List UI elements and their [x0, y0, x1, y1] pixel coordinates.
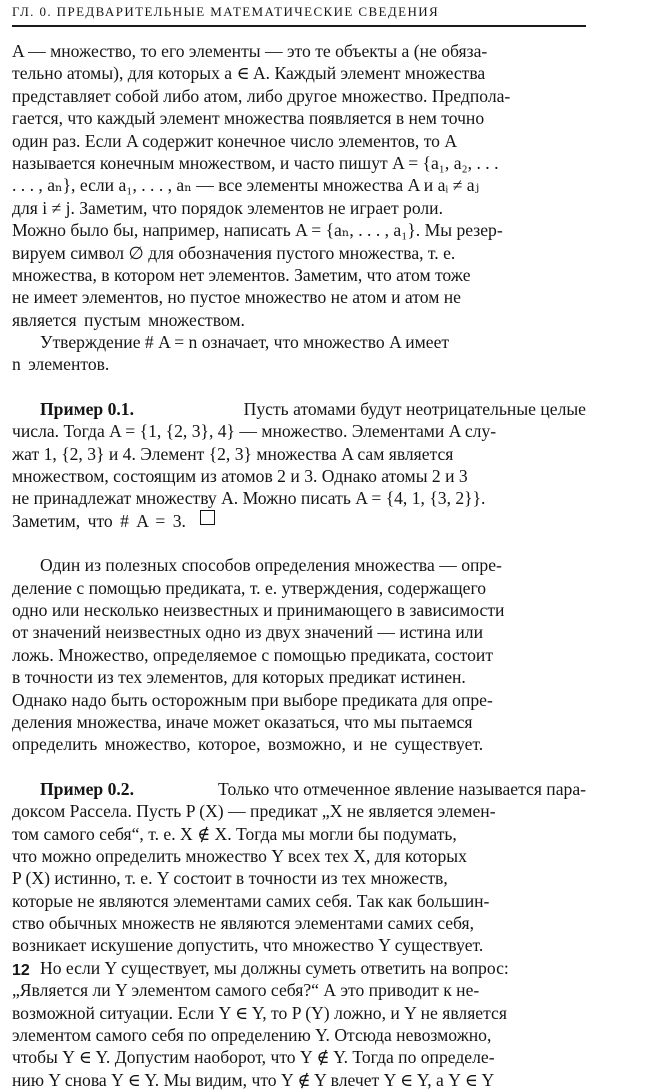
example-0-1: [12, 398, 586, 532]
text-line: Но если Y существует, мы должны суметь ответить на вопрос:: [40, 957, 509, 978]
text-line: доксом Рассела. Пусть P (X) — предикат „X не является элемен-: [12, 801, 496, 822]
text-line: Однако надо быть осторожным при выборе предиката для опре-: [12, 689, 493, 710]
paragraph-predicate: [12, 554, 586, 756]
text-line: множеством, состоящим из атомов 2 и 3. Однако атомы 2 и 3: [12, 466, 468, 487]
paragraph-cardinality: [12, 331, 586, 376]
text-line: тельно атомы), для которых a ∈ A. Каждый элемент множества: [12, 63, 486, 84]
text-line: Можно было бы, например, написать A = {aₙ, . . . , a₁}. Мы резер-: [12, 220, 503, 241]
text-line: . . . , aₙ}, если a₁, . . . , aₙ — все элементы множества A и aᵢ ≠ aⱼ: [12, 175, 480, 196]
text-line: [12, 778, 586, 800]
text-line: вируем символ ∅ для обозначения пустого множества, т. е.: [12, 242, 456, 263]
example-label: Пример 0.2.: [40, 778, 134, 799]
running-head: ГЛ. 0. ПРЕДВАРИТЕЛЬНЫЕ МАТЕМАТИЧЕСКИЕ СВЕДЕНИЯ: [12, 4, 586, 27]
example-text: Заметим, что # A = 3.: [12, 510, 186, 531]
example-label: Пример 0.1.: [40, 398, 134, 419]
text-line: жат 1, {2, 3} и 4. Элемент {2, 3} множества A сам является: [12, 443, 454, 464]
text-line: гается, что каждый элемент множества появляется в нем точно: [12, 108, 485, 129]
text-line: чтобы Y ∈ Y. Допустим наоборот, что Y ∉ Y. Тогда по определе-: [12, 1047, 495, 1068]
text-line: возможной ситуации. Если Y ∈ Y, то P (Y) ложно, и Y не является: [12, 1002, 507, 1023]
text-line: называется конечным множеством, и часто пишут A = {a₁, a₂, . . .: [12, 152, 499, 173]
text-line: P (X) истинно, т. е. Y состоит в точности из тех множеств,: [12, 868, 448, 889]
text-line: [12, 398, 586, 420]
text-line: является пустым множеством.: [12, 309, 245, 330]
text-line: что можно определить множество Y всех тех X, для которых: [12, 845, 467, 866]
example-0-2: [12, 778, 586, 957]
paragraph-set-definition: [12, 40, 586, 331]
text-line: нию Y снова Y ∈ Y. Мы видим, что Y ∉ Y влечет Y ∈ Y, а Y ∈ Y: [12, 1069, 495, 1090]
end-of-example-box: [200, 510, 215, 525]
text-line: A — множество, то его элементы — это те объекты a (не обяза-: [12, 41, 488, 61]
text-line: определить множество, которое, возможно, и не существует.: [12, 734, 484, 755]
text-line: которые не являются элементами самих себя. Так как большин-: [12, 890, 490, 911]
example-text: Только что отмеченное явление называется пара-: [218, 778, 586, 799]
page-number: 12: [12, 962, 30, 979]
text-line: том самого себя“, т. е. X ∉ X. Тогда мы могли бы подумать,: [12, 823, 457, 844]
text-line: Утверждение # A = n означает, что множество A имеет: [40, 332, 450, 353]
text-line: не имеет элементов, но пустое множество не атом и атом не: [12, 287, 461, 308]
text-line: n элементов.: [12, 354, 110, 375]
text-line: от значений неизвестных одно из двух значений — истина или: [12, 622, 483, 643]
body-text: [12, 40, 586, 1091]
text-line: деления множества, иначе может оказаться, что мы пытаемся: [12, 711, 473, 732]
text-line: для i ≠ j. Заметим, что порядок элементов не играет роли.: [12, 197, 443, 218]
text-line: одно или несколько неизвестных и принимающего в зависимости: [12, 599, 505, 620]
text-line: [12, 510, 586, 532]
text-line: множества, в котором нет элементов. Заметим, что атом тоже: [12, 264, 471, 285]
text-line: в точности из тех элементов, для которых предикат истинен.: [12, 667, 466, 688]
text-line: числа. Тогда A = {1, {2, 3}, 4} — множество. Элементами A слу-: [12, 421, 497, 442]
text-line: ство обычных множеств не являются элементами самих себя,: [12, 913, 475, 934]
text-line: „Является ли Y элементом самого себя?“ А это приводит к не-: [12, 980, 480, 1001]
text-line: ложь. Множество, определяемое с помощью предиката, состоит: [12, 644, 494, 665]
text-line: деление с помощью предиката, т. е. утверждения, содержащего: [12, 577, 487, 598]
text-line: возникает искушение допустить, что множество Y существует.: [12, 935, 484, 956]
text-line: один раз. Если A содержит конечное число элементов, то A: [12, 130, 458, 151]
text-line: не принадлежат множеству A. Можно писать A = {4, 1, {3, 2}}.: [12, 488, 486, 509]
paragraph-russell-paradox: [12, 957, 586, 1091]
example-text: Пусть атомами будут неотрицательные целые: [243, 398, 586, 419]
text-line: элементом самого себя по определению Y. Отсюда невозможно,: [12, 1025, 492, 1046]
text-line: Один из полезных способов определения множества — опре-: [40, 555, 502, 576]
text-line: представляет собой либо атом, либо другое множество. Предпола-: [12, 85, 511, 106]
